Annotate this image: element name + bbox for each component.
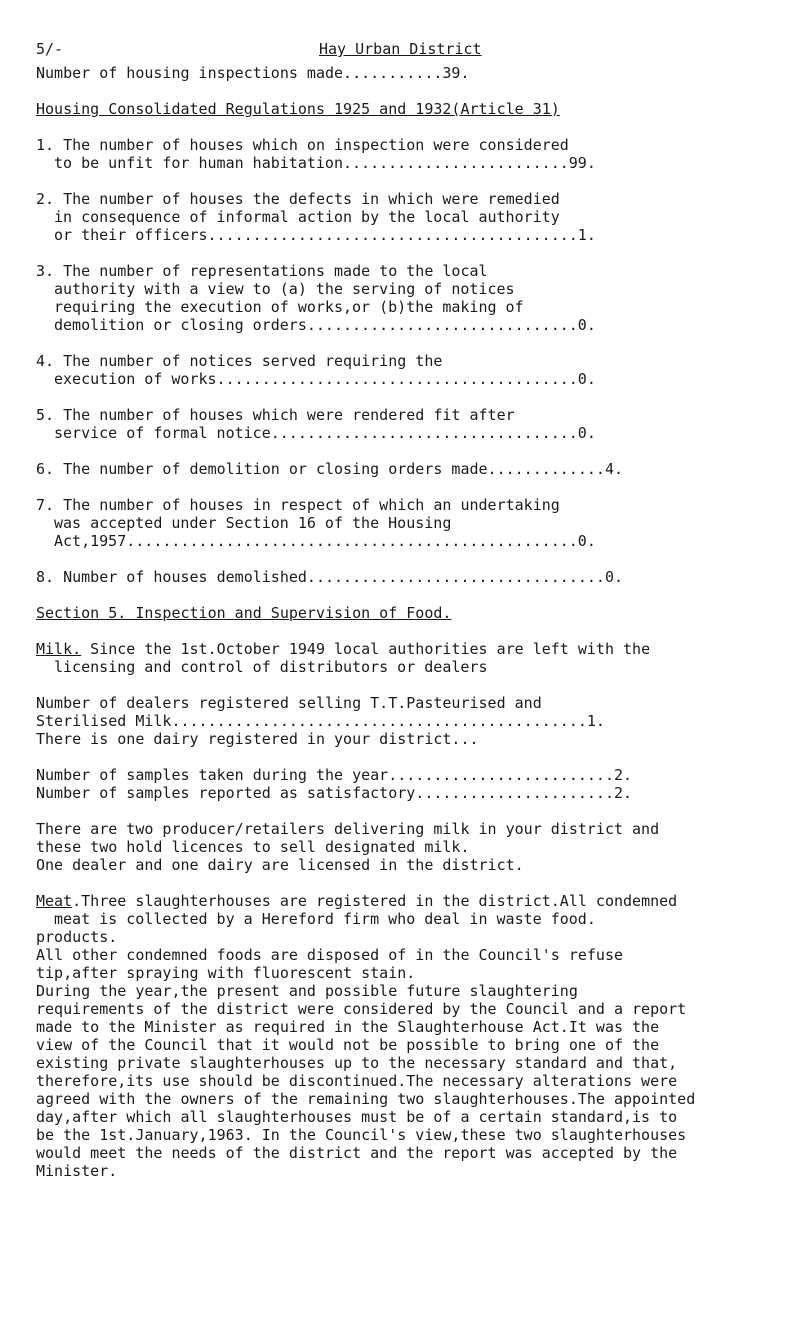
milk-dealer-line: Number of dealers registered selling T.T.Pasteurised and <box>36 694 542 712</box>
meat-line: made to the Minister as required in the Slaughterhouse Act.It was the <box>36 1018 660 1036</box>
milk-retailers-block <box>36 820 796 874</box>
housing-item-line: 1. The number of houses which on inspection were considered <box>36 136 569 154</box>
meat-line: be the 1st.January,1963. In the Council's view,these two slaughterhouses <box>36 1126 687 1144</box>
page-number: 5/- <box>36 40 64 58</box>
housing-item <box>36 262 796 334</box>
housing-item-line: execution of works........................................0. <box>54 370 596 388</box>
housing-item-line: 5. The number of houses which were rendered fit after <box>36 406 515 424</box>
housing-item-line: demolition or closing orders..............................0. <box>54 316 596 334</box>
milk-dealer-line: Sterilised Milk..............................................1. <box>36 712 605 730</box>
inspections-line: Number of housing inspections made...........39. <box>36 64 470 82</box>
milk-dealer-line: There is one dairy registered in your district... <box>36 730 479 748</box>
housing-item-line: 6. The number of demolition or closing orders made.............4. <box>36 460 623 478</box>
housing-item-line: 8. Number of houses demolished.................................0. <box>36 568 623 586</box>
milk-intro-text: Since the 1st.October 1949 local authorities are left with the <box>81 640 651 658</box>
meat-line: requirements of the district were considered by the Council and a report <box>36 1000 687 1018</box>
meat-line: agreed with the owners of the remaining two slaughterhouses.The appointed <box>36 1090 696 1108</box>
housing-item-line: authority with a view to (a) the serving of notices <box>54 280 515 298</box>
meat-line: During the year,the present and possible future slaughtering <box>36 982 578 1000</box>
milk-intro-line-2: licensing and control of distributors or dealers <box>54 658 488 676</box>
milk-label: Milk. <box>36 640 82 658</box>
page-header <box>36 40 796 64</box>
housing-item-line: 2. The number of houses the defects in which were remedied <box>36 190 560 208</box>
housing-item <box>36 496 796 550</box>
meat-line: products. <box>36 928 118 946</box>
milk-retailer-line: One dealer and one dairy are licensed in the district. <box>36 856 524 874</box>
meat-line: Minister. <box>36 1162 118 1180</box>
housing-item-line: 3. The number of representations made to the local <box>36 262 488 280</box>
housing-item <box>36 352 796 388</box>
housing-list <box>36 136 796 586</box>
document-page <box>36 40 796 1180</box>
meat-label: Meat <box>36 892 73 910</box>
meat-line: existing private slaughterhouses up to the necessary standard and that, <box>36 1054 678 1072</box>
meat-line: view of the Council that it would not be possible to bring one of the <box>36 1036 660 1054</box>
housing-item-line: service of formal notice..................................0. <box>54 424 596 442</box>
milk-sample-line: Number of samples taken during the year.........................2. <box>36 766 633 784</box>
milk-sample-line: Number of samples reported as satisfactory......................2. <box>36 784 633 802</box>
milk-intro-line <box>36 640 796 658</box>
housing-item-line: was accepted under Section 16 of the Housing <box>54 514 452 532</box>
milk-retailer-line: There are two producer/retailers delivering milk in your district and <box>36 820 660 838</box>
meat-line: tip,after spraying with fluorescent stain. <box>36 964 416 982</box>
housing-item-line: or their officers.........................................1. <box>54 226 596 244</box>
meat-line: therefore,its use should be discontinued.The necessary alterations were <box>36 1072 678 1090</box>
meat-line: meat is collected by a Hereford firm who deal in waste food. <box>54 910 596 928</box>
housing-item-line: 4. The number of notices served requiring the <box>36 352 443 370</box>
milk-dealers-block <box>36 694 796 748</box>
housing-item-line: 7. The number of houses in respect of which an undertaking <box>36 496 560 514</box>
meat-paragraph <box>36 910 796 1180</box>
housing-item-line: requiring the execution of works,or (b)the making of <box>54 298 524 316</box>
housing-item <box>36 460 796 478</box>
meat-first-line <box>36 892 796 910</box>
meat-first-line-text: .Three slaughterhouses are registered in the district.All condemned <box>72 892 678 910</box>
housing-item-line: Act,1957..................................................0. <box>54 532 596 550</box>
food-section-heading: Section 5. Inspection and Supervision of Food. <box>36 604 452 622</box>
meat-line: All other condemned foods are disposed of in the Council's refuse <box>36 946 623 964</box>
page-title: Hay Urban District <box>319 40 482 58</box>
housing-item <box>36 190 796 244</box>
milk-retailer-line: these two hold licences to sell designated milk. <box>36 838 470 856</box>
housing-item-line: in consequence of informal action by the local authority <box>54 208 560 226</box>
housing-item <box>36 406 796 442</box>
housing-item <box>36 136 796 172</box>
housing-item <box>36 568 796 586</box>
milk-samples-block <box>36 766 796 802</box>
housing-item-line: to be unfit for human habitation.........................99. <box>54 154 596 172</box>
meat-line: would meet the needs of the district and the report was accepted by the <box>36 1144 678 1162</box>
housing-heading: Housing Consolidated Regulations 1925 and 1932(Article 31) <box>36 100 560 118</box>
meat-line: day,after which all slaughterhouses must be of a certain standard,is to <box>36 1108 678 1126</box>
